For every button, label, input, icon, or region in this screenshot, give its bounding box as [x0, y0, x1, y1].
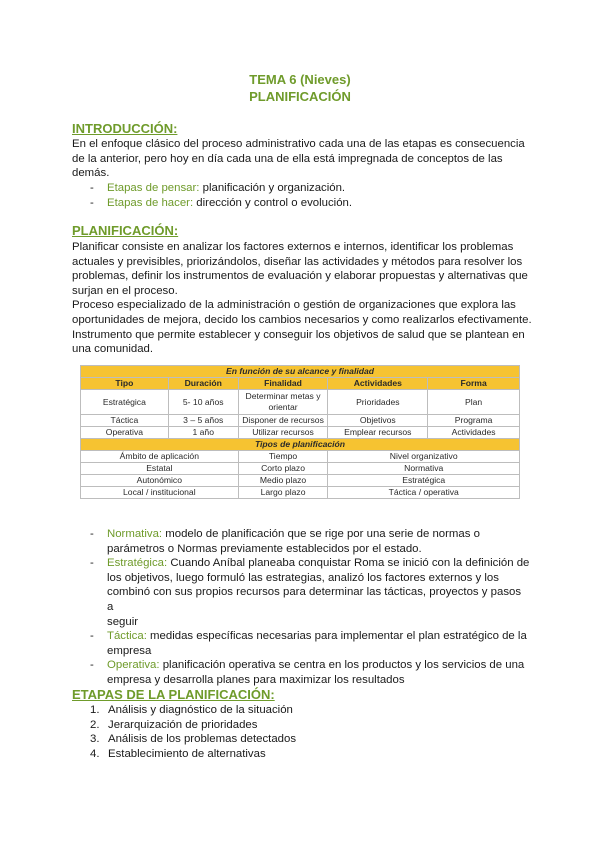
bullet-text: empresa: [107, 644, 152, 657]
table-cell: Estratégica: [328, 475, 520, 487]
table-header-cell: Tipo: [81, 378, 169, 390]
document-title: TEMA 6 (Nieves): [249, 72, 351, 87]
table-header-cell: Duración: [168, 378, 238, 390]
planificacion-line: Instrumento que permite establecer y conseguir los objetivos de salud que se plantean en: [72, 328, 525, 341]
bullet-text: combinó con sus propios recursos para determinar las tácticas, proyectos y pasos a: [107, 586, 522, 613]
table-cell: Autonómico: [81, 475, 239, 487]
table-band-title: Tipos de planificación: [81, 439, 520, 451]
bullet-text: planificación y organización.: [199, 182, 346, 194]
table-row: [81, 475, 520, 487]
item-text: Análisis y diagnóstico de la situación: [108, 704, 293, 716]
planificacion-paragraph: [72, 240, 532, 357]
bullet-text: empresa y desarrolla planes para maximizar los resultados: [107, 673, 405, 686]
bullet-term: Etapas de hacer:: [107, 196, 194, 209]
table-cell: 1 año: [168, 427, 238, 439]
table-cell: Estatal: [81, 463, 239, 475]
etapas-heading: ETAPAS DE LA PLANIFICACIÓN:: [72, 687, 275, 702]
table-row: [81, 487, 520, 499]
table-header-cell: Forma: [428, 378, 520, 390]
table-cell: 5- 10 años: [168, 390, 238, 415]
planificacion-line: problemas, definir los instrumentos de evaluación y elaborar propuestas y alternativas que: [72, 270, 528, 283]
item-number: 4.: [90, 747, 100, 760]
table-cell: Estratégica: [81, 390, 169, 415]
planificacion-line: actuales y previsibles, priorizándolos, diseñar las actividades y métodos para resolver los: [72, 255, 523, 268]
table-cell: Actividades: [428, 427, 520, 439]
planificacion-line: Proceso especializado de la administración o gestión de organizaciones que explora las: [72, 299, 516, 312]
intro-bullet-list: [90, 181, 530, 210]
table-cell: Prioridades: [328, 390, 428, 415]
table-cell: Utilizar recursos: [238, 427, 328, 439]
table-cell: Objetivos: [328, 415, 428, 427]
table-cell: Programa: [428, 415, 520, 427]
planificacion-heading: PLANIFICACIÓN:: [72, 223, 179, 238]
intro-line: En el enfoque clásico del proceso administrativo cada una de las etapas es consecuencia: [72, 138, 525, 150]
table-cell: Disponer de recursos: [238, 415, 328, 427]
list-item: [90, 658, 530, 687]
list-item: [90, 629, 530, 658]
table-row: [81, 390, 520, 415]
bullet-text: los objetivos, luego formuló las estrategias, analizó los factores externos y los: [107, 571, 499, 584]
planificacion-line: Planificar consiste en analizar los factores externos e internos, identificar los problemas: [72, 241, 514, 253]
table-row: [81, 427, 520, 439]
bullet-term: Operativa:: [107, 659, 160, 672]
intro-heading: INTRODUCCIÓN:: [72, 121, 178, 136]
bullet-term: Estratégica:: [107, 557, 168, 570]
table-subheader-cell: Tiempo: [238, 451, 328, 463]
table-row: [81, 415, 520, 427]
planificacion-line: oportunidades de mejora, decido los cambios necesarios y como realizarlos efectivamente.: [72, 313, 532, 326]
table-cell: Local / institucional: [81, 487, 239, 499]
list-item: [90, 718, 530, 733]
bullet-text: medidas específicas necesarias para implementar el plan estratégico de la: [146, 630, 527, 643]
item-number: 3.: [90, 733, 100, 746]
table-cell: Táctica: [81, 415, 169, 427]
table-cell: Táctica / operativa: [328, 487, 520, 499]
bullet-term: Etapas de pensar:: [107, 182, 200, 194]
document-subtitle: PLANIFICACIÓN: [249, 89, 351, 104]
list-item: [90, 747, 530, 762]
table-subheader-cell: Ámbito de aplicación: [81, 451, 239, 463]
table-row: [81, 463, 520, 475]
bullet-text: Cuando Aníbal planeaba conquistar Roma se inició con la definición de: [167, 557, 530, 570]
table-cell: Plan: [428, 390, 520, 415]
table-cell: Determinar metas y orientar: [238, 390, 328, 415]
table-cell: Normativa: [328, 463, 520, 475]
bullet-term: Normativa:: [107, 528, 163, 540]
bullet-term: Táctica:: [107, 630, 147, 643]
item-number: 2.: [90, 718, 100, 731]
bullet-text: parámetros o Normas previamente establecidos por el estado.: [107, 542, 422, 555]
item-text: Jerarquización de prioridades: [108, 718, 258, 731]
table-cell: Operativa: [81, 427, 169, 439]
item-number: 1.: [90, 704, 100, 716]
table-header-cell: Actividades: [328, 378, 428, 390]
planificacion-line: una comunidad.: [72, 343, 154, 356]
intro-line: demás.: [72, 167, 110, 180]
table-cell: Emplear recursos: [328, 427, 428, 439]
table-cell: 3 – 5 años: [168, 415, 238, 427]
item-text: Análisis de los problemas detectados: [108, 733, 297, 746]
planificacion-line: surjan en el proceso.: [72, 284, 178, 297]
list-item: [90, 527, 530, 556]
bullet-text: planificación operativa se centra en los productos y los servicios de una: [159, 659, 525, 672]
item-text: Establecimiento de alternativas: [108, 747, 266, 760]
intro-paragraph: [72, 137, 532, 181]
table-band-title: En función de su alcance y finalidad: [81, 366, 520, 378]
list-item: [90, 703, 530, 718]
table-cell: Corto plazo: [238, 463, 328, 475]
table-header-cell: Finalidad: [238, 378, 328, 390]
types-bullet-list: [90, 527, 530, 688]
list-item: [90, 181, 530, 196]
etapas-list: [90, 703, 530, 761]
table-cell: Medio plazo: [238, 475, 328, 487]
bullet-text: modelo de planificación que se rige por una serie de normas o: [162, 528, 480, 540]
list-item: [90, 196, 530, 211]
list-item: [90, 732, 530, 747]
planning-table: [80, 365, 520, 499]
intro-line: de la anterior, pero hoy en día cada una de ella está impregnada de conceptos de las: [72, 152, 503, 165]
bullet-text: seguir: [107, 615, 139, 628]
table-subheader-cell: Nivel organizativo: [328, 451, 520, 463]
bullet-text: dirección y control o evolución.: [193, 196, 353, 209]
list-item: [90, 556, 530, 629]
table-cell: Largo plazo: [238, 487, 328, 499]
table-row: [81, 451, 520, 463]
